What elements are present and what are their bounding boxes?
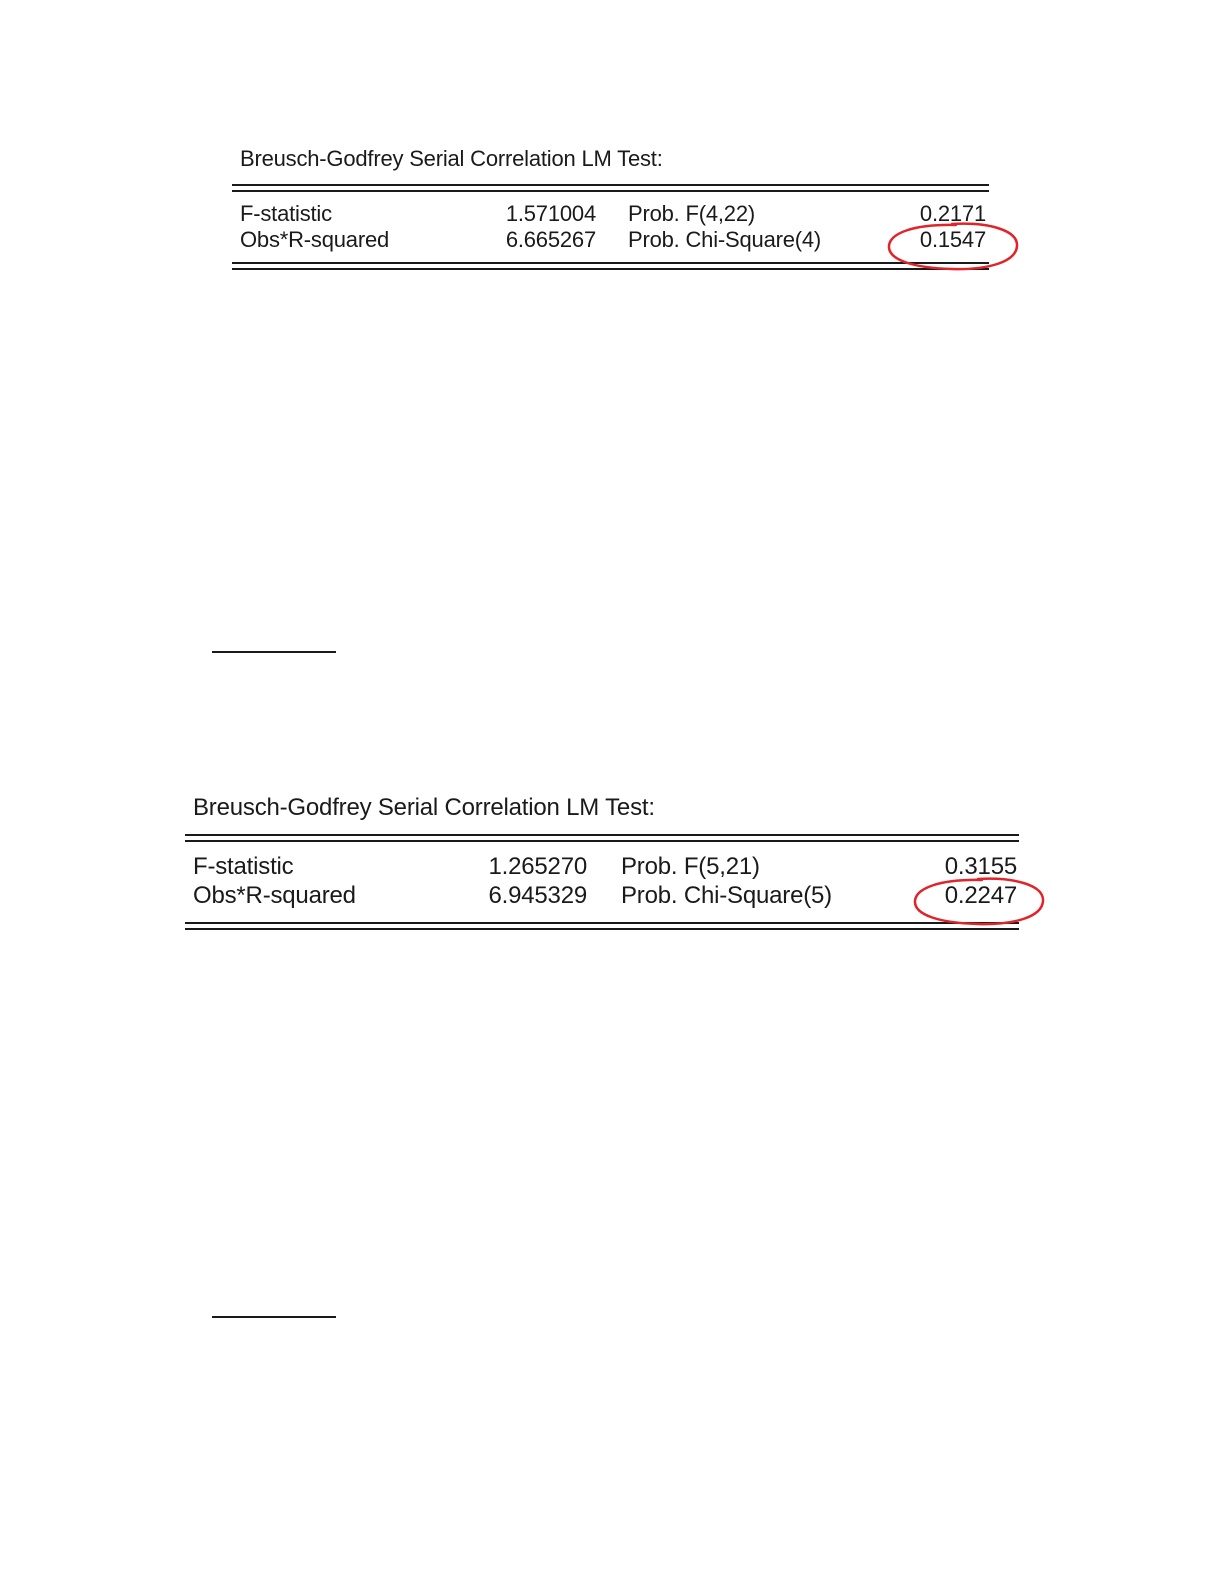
lm-test-table-1 <box>232 140 1022 280</box>
highlight-circle-icon <box>884 220 1020 272</box>
row-prob-label: Prob. F(5,21) <box>621 853 760 880</box>
row-statistic-value: 6.665267 <box>505 227 596 252</box>
row-prob-value-highlighted: 0.2247 <box>944 882 1017 909</box>
table-bottom-rule <box>185 922 1019 924</box>
row-prob-label: Prob. F(4,22) <box>628 201 756 226</box>
row-prob-value: 0.3155 <box>944 853 1017 880</box>
row-label: F-statistic <box>240 201 332 226</box>
test-title: Breusch-Godfrey Serial Correlation LM Test: <box>193 794 655 821</box>
table-top-rule <box>232 190 989 192</box>
footnote-rule <box>212 1316 336 1318</box>
lm-test-table-2 <box>185 788 1055 938</box>
test-title: Breusch-Godfrey Serial Correlation LM Test: <box>240 146 663 171</box>
row-prob-value-highlighted: 0.1547 <box>919 227 986 252</box>
row-statistic-value: 1.571004 <box>505 201 596 226</box>
highlight-circle-icon <box>910 875 1046 927</box>
table-top-rule <box>185 840 1019 842</box>
table-top-rule <box>232 184 989 186</box>
row-label: F-statistic <box>193 853 294 880</box>
row-statistic-value: 6.945329 <box>488 882 587 909</box>
table-bottom-rule <box>185 928 1019 930</box>
row-prob-value: 0.2171 <box>919 201 986 226</box>
row-label: Obs*R-squared <box>193 882 356 909</box>
row-statistic-value: 1.265270 <box>488 853 587 880</box>
row-label: Obs*R-squared <box>240 227 390 252</box>
footnote-rule <box>212 651 336 653</box>
row-prob-label: Prob. Chi-Square(5) <box>621 882 832 909</box>
table-bottom-rule <box>232 262 989 264</box>
row-prob-label: Prob. Chi-Square(4) <box>628 227 822 252</box>
table-top-rule <box>185 834 1019 836</box>
table-bottom-rule <box>232 268 989 270</box>
